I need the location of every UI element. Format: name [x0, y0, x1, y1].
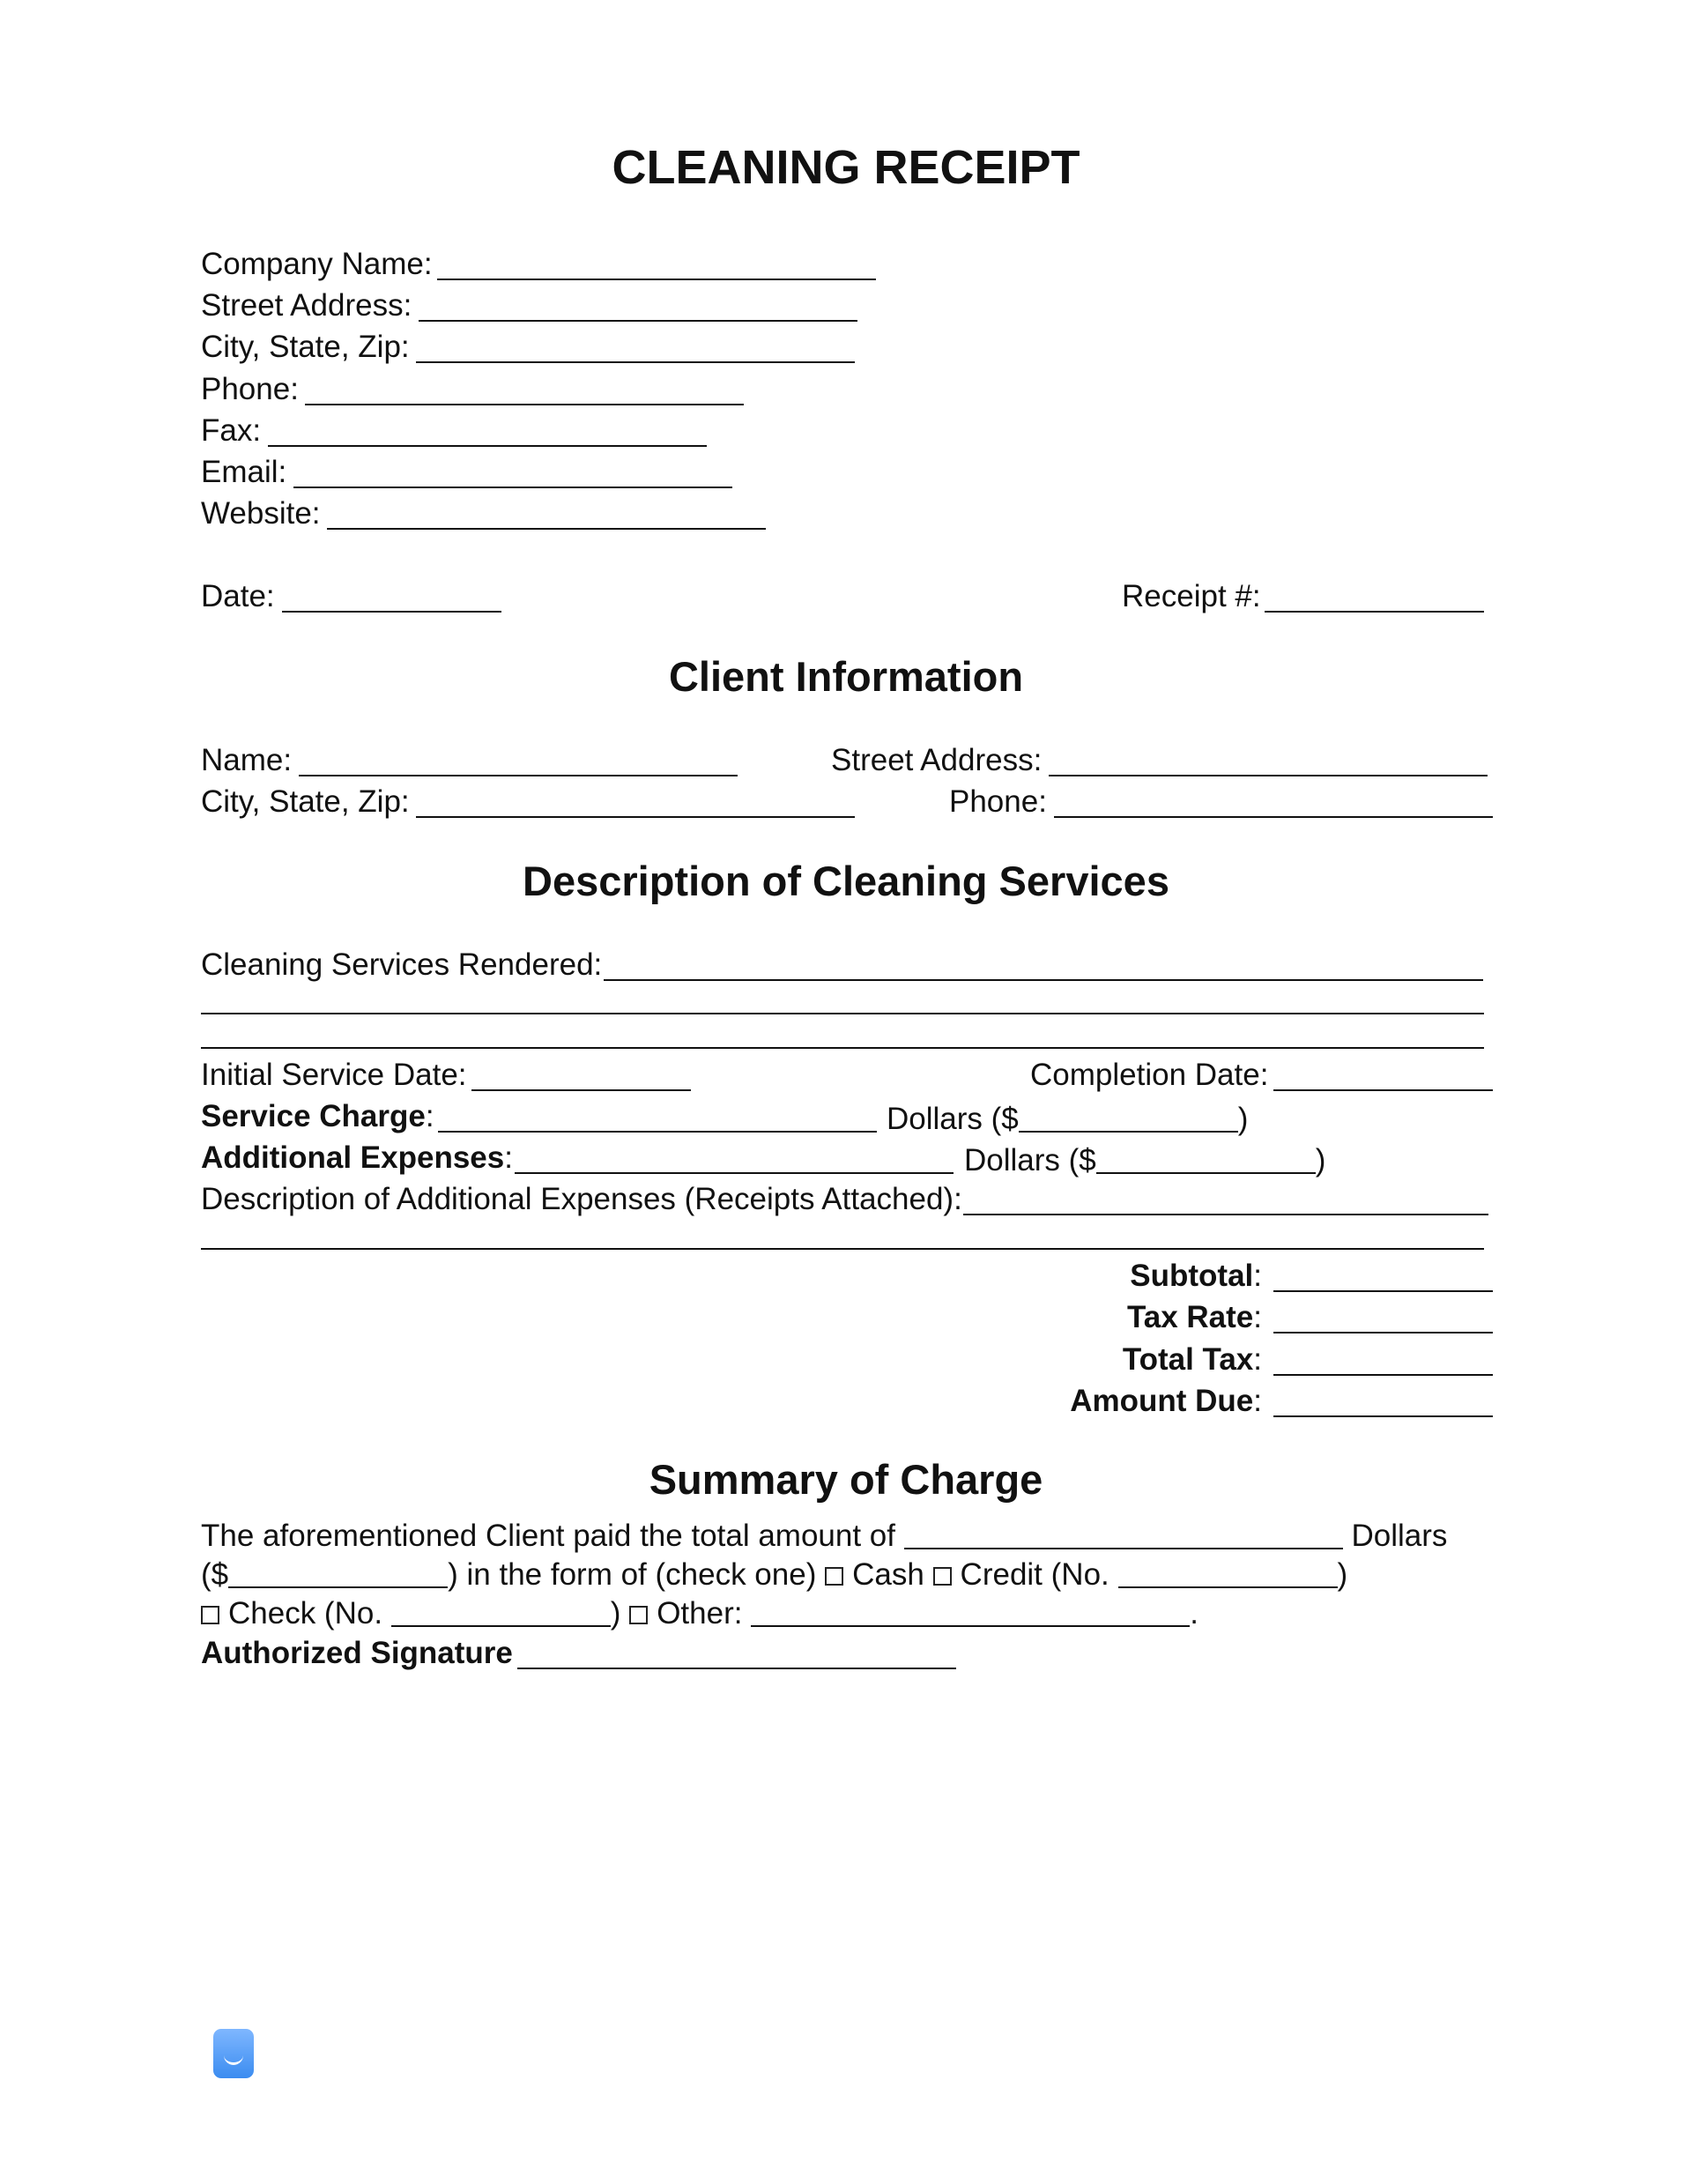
total-tax-field[interactable] [1273, 1374, 1493, 1376]
tax-rate-field[interactable] [1273, 1332, 1493, 1333]
company-fax-label: Fax: [201, 413, 262, 448]
client-phone-label: Phone: [949, 784, 1047, 819]
date-field[interactable] [282, 611, 501, 613]
service-charge-amount-field[interactable] [1019, 1104, 1238, 1133]
summary-line-3 [201, 1595, 1198, 1629]
service-charge-dollars-open: Dollars ($ [887, 1102, 1019, 1136]
company-city-label: City, State, Zip: [201, 330, 410, 364]
services-rendered-field[interactable] [604, 979, 1483, 981]
cash-label: Cash [852, 1557, 924, 1592]
company-street-field[interactable] [419, 320, 857, 322]
authorized-signature-label: Authorized Signature [201, 1636, 513, 1670]
company-website-field[interactable] [327, 528, 766, 530]
service-charge-dollars [887, 1101, 1248, 1134]
other-checkbox[interactable] [629, 1606, 648, 1624]
completion-date-field[interactable] [1273, 1089, 1493, 1091]
date-label: Date: [201, 579, 275, 613]
client-city-label: City, State, Zip: [201, 784, 410, 819]
check-number-field[interactable] [391, 1599, 611, 1627]
additional-expenses-description-label: Description of Additional Expenses (Receipts Attached): [201, 1182, 962, 1216]
service-charge-row [201, 1101, 434, 1132]
additional-expenses-row [201, 1142, 513, 1173]
subtotal-colon: : [1253, 1259, 1262, 1293]
initial-service-date-label: Initial Service Date: [201, 1058, 467, 1092]
company-website-label: Website: [201, 496, 321, 531]
service-charge-words-field[interactable] [438, 1131, 877, 1133]
check-close: ) [610, 1596, 621, 1631]
additional-expenses-words-field[interactable] [515, 1172, 954, 1174]
credit-close: ) [1337, 1557, 1348, 1592]
company-name-field[interactable] [437, 279, 876, 280]
total-tax-row-label [1123, 1344, 1262, 1375]
amount-due-colon: : [1253, 1384, 1262, 1418]
other-period: . [1190, 1596, 1198, 1631]
credit-checkbox[interactable] [933, 1567, 952, 1586]
other-label: Other: [657, 1596, 743, 1631]
client-info-heading: Client Information [668, 653, 1024, 700]
brand-logo-icon [213, 2029, 254, 2078]
receipt-number-label: Receipt #: [1122, 579, 1261, 613]
additional-expenses-colon: : [504, 1140, 513, 1175]
amount-due-label: Amount Due [1070, 1384, 1254, 1418]
authorized-signature-field[interactable] [517, 1668, 956, 1669]
completion-date-label: Completion Date: [1030, 1058, 1269, 1092]
services-rendered-line-3[interactable] [201, 1047, 1484, 1049]
total-tax-colon: : [1253, 1342, 1262, 1377]
company-email-field[interactable] [293, 487, 732, 488]
service-charge-colon: : [425, 1099, 434, 1133]
summary-line-1 [201, 1518, 1447, 1551]
credit-number-field[interactable] [1118, 1560, 1338, 1588]
additional-expenses-dollars [964, 1142, 1325, 1176]
receipt-number-field[interactable] [1265, 611, 1484, 613]
tax-rate-colon: : [1253, 1300, 1262, 1334]
company-email-label: Email: [201, 455, 287, 489]
client-name-field[interactable] [299, 775, 738, 776]
summary-total-amount-field[interactable] [904, 1521, 1343, 1549]
services-rendered-line-2[interactable] [201, 1013, 1484, 1014]
services-rendered-label: Cleaning Services Rendered: [201, 947, 603, 982]
tax-rate-row-label [1127, 1302, 1262, 1333]
other-field[interactable] [751, 1599, 1190, 1627]
summary-amount-numeric-field[interactable] [228, 1560, 448, 1588]
initial-service-date-field[interactable] [471, 1089, 691, 1091]
total-tax-label: Total Tax [1122, 1342, 1254, 1377]
credit-label: Credit (No. [960, 1557, 1109, 1592]
subtotal-field[interactable] [1273, 1290, 1493, 1292]
service-charge-close: ) [1237, 1102, 1249, 1136]
company-phone-field[interactable] [305, 404, 744, 405]
amount-due-field[interactable] [1273, 1415, 1493, 1417]
subtotal-label: Subtotal [1130, 1259, 1254, 1293]
additional-expenses-amount-field[interactable] [1096, 1146, 1316, 1174]
check-checkbox[interactable] [201, 1606, 219, 1624]
company-name-label: Company Name: [201, 247, 433, 281]
additional-expenses-dollars-open: Dollars ($ [964, 1143, 1096, 1177]
document-title: CLEANING RECEIPT [612, 141, 1080, 194]
amount-due-row-label [1070, 1385, 1262, 1416]
additional-expenses-description-field[interactable] [963, 1214, 1488, 1215]
additional-expenses-label: Additional Expenses [201, 1140, 505, 1175]
subtotal-row-label [1130, 1260, 1262, 1291]
services-heading: Description of Cleaning Services [523, 858, 1169, 904]
company-phone-label: Phone: [201, 372, 299, 406]
client-name-label: Name: [201, 743, 293, 777]
company-fax-field[interactable] [268, 445, 707, 447]
service-charge-label: Service Charge [201, 1099, 426, 1133]
additional-expenses-close: ) [1315, 1143, 1326, 1177]
summary-payment-form-text: ) in the form of (check one) [448, 1557, 817, 1592]
check-label: Check (No. [228, 1596, 383, 1631]
cash-checkbox[interactable] [825, 1567, 843, 1586]
additional-expenses-description-line-2[interactable] [201, 1248, 1484, 1250]
summary-total-amount-text: The aforementioned Client paid the total amount of [201, 1519, 895, 1553]
summary-heading: Summary of Charge [649, 1456, 1043, 1503]
client-street-field[interactable] [1049, 775, 1488, 776]
summary-dollars-text: Dollars [1351, 1519, 1448, 1553]
client-street-label: Street Address: [831, 743, 1043, 777]
company-city-field[interactable] [416, 361, 855, 363]
tax-rate-label: Tax Rate [1126, 1300, 1254, 1334]
client-phone-field[interactable] [1054, 816, 1493, 818]
client-city-field[interactable] [416, 816, 855, 818]
company-street-label: Street Address: [201, 288, 412, 323]
summary-line-2 [201, 1556, 1347, 1590]
summary-amount-open: ($ [201, 1557, 229, 1592]
